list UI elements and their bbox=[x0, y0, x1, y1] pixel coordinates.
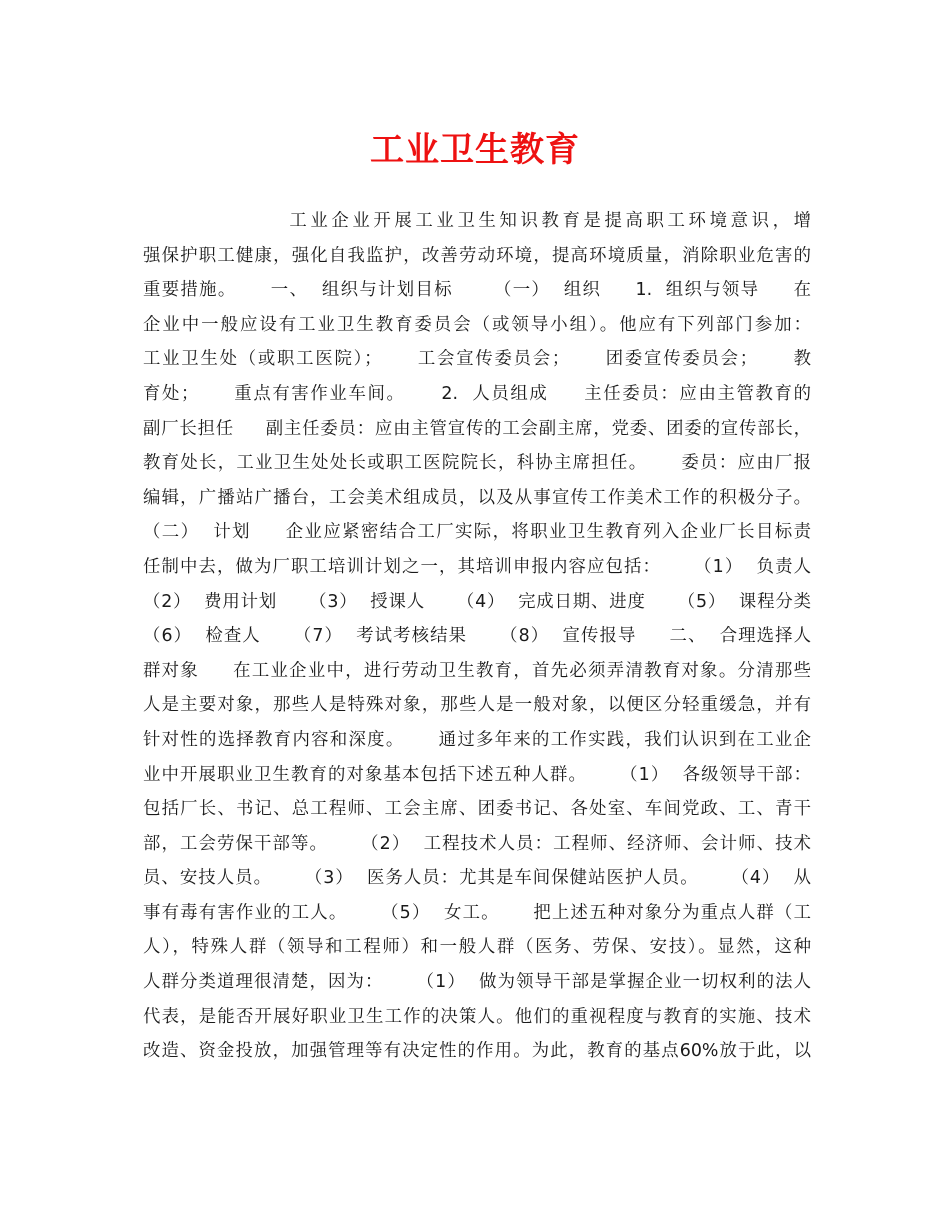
body-line: 任制中去，做为厂职工培训计划之一，其培训申报内容应包括： （1） 负责人 bbox=[143, 556, 811, 577]
body-line: 工业卫生处（或职工医院）； 工会宣传委员会； 团委宣传委员会； 教 bbox=[143, 349, 811, 370]
body-line: 业中开展职业卫生教育的对象基本包括下述五种人群。 （1） 各级领导干部： bbox=[143, 764, 811, 785]
body-line: 人是主要对象，那些人是特殊对象，那些人是一般对象，以便区分轻重缓急，并有 bbox=[143, 695, 811, 716]
body-line: 事有毒有害作业的工人。 （5） 女工。 把上述五种对象分为重点人群（工 bbox=[143, 902, 811, 923]
body-line: 包括厂长、书记、总工程师、工会主席、团委书记、各处室、车间党政、工、青干 bbox=[143, 799, 811, 820]
body-line: 员、安技人员。 （3） 医务人员：尤其是车间保健站医护人员。 （4） 从 bbox=[143, 868, 811, 889]
body-line: 改造、资金投放，加强管理等有决定性的作用。为此，教育的基点60%放于此，以 bbox=[143, 1041, 811, 1062]
body-line: 重要措施。 一、 组织与计划目标 （一） 组织 1. 组织与领导 在 bbox=[143, 280, 811, 301]
body-line: 针对性的选择教育内容和深度。 通过多年来的工作实践，我们认识到在工业企 bbox=[143, 729, 811, 750]
body-line: （2） 费用计划 （3） 授课人 （4） 完成日期、进度 （5） 课程分类 bbox=[143, 591, 811, 612]
document-title: 工业卫生教育 bbox=[370, 130, 580, 170]
body-line: 代表，是能否开展好职业卫生工作的决策人。他们的重视程度与教育的实施、技术 bbox=[143, 1006, 811, 1027]
body-line: 部，工会劳保干部等。 （2） 工程技术人员：工程师、经济师、会计师、技术 bbox=[143, 833, 811, 854]
body-line: 教育处长，工业卫生处处长或职工医院院长，科协主席担任。 委员：应由厂报 bbox=[143, 453, 811, 474]
body-line: 人群分类道理很清楚，因为： （1） 做为领导干部是掌握企业一切权利的法人 bbox=[143, 972, 811, 993]
body-line: 企业中一般应设有工业卫生教育委员会（或领导小组）。他应有下列部门参加： bbox=[143, 314, 811, 335]
body-line: （二） 计划 企业应紧密结合工厂实际，将职业卫生教育列入企业厂长目标责 bbox=[143, 522, 811, 543]
body-line: 群对象 在工业企业中，进行劳动卫生教育，首先必须弄清教育对象。分清那些 bbox=[143, 660, 811, 681]
body-line: 强保护职工健康，强化自我监护，改善劳动环境，提高环境质量，消除职业危害的 bbox=[143, 245, 811, 266]
body-line: 育处； 重点有害作业车间。 2. 人员组成 主任委员：应由主管教育的 bbox=[143, 383, 811, 404]
body-line: 工业企业开展工业卫生知识教育是提高职工环境意识，增 bbox=[143, 211, 811, 231]
body-line: 编辑，广播站广播台，工会美术组成员，以及从事宣传工作美术工作的积极分子。 bbox=[143, 487, 811, 508]
body-line: 人），特殊人群（领导和工程师）和一般人群（医务、劳保、安技）。显然，这种 bbox=[143, 937, 811, 958]
document-body bbox=[143, 204, 811, 1069]
body-line: （6） 检查人 （7） 考试考核结果 （8） 宣传报导 二、 合理选择人 bbox=[143, 626, 811, 647]
body-line: 副厂长担任 副主任委员：应由主管宣传的工会副主席，党委、团委的宣传部长， bbox=[143, 418, 811, 439]
